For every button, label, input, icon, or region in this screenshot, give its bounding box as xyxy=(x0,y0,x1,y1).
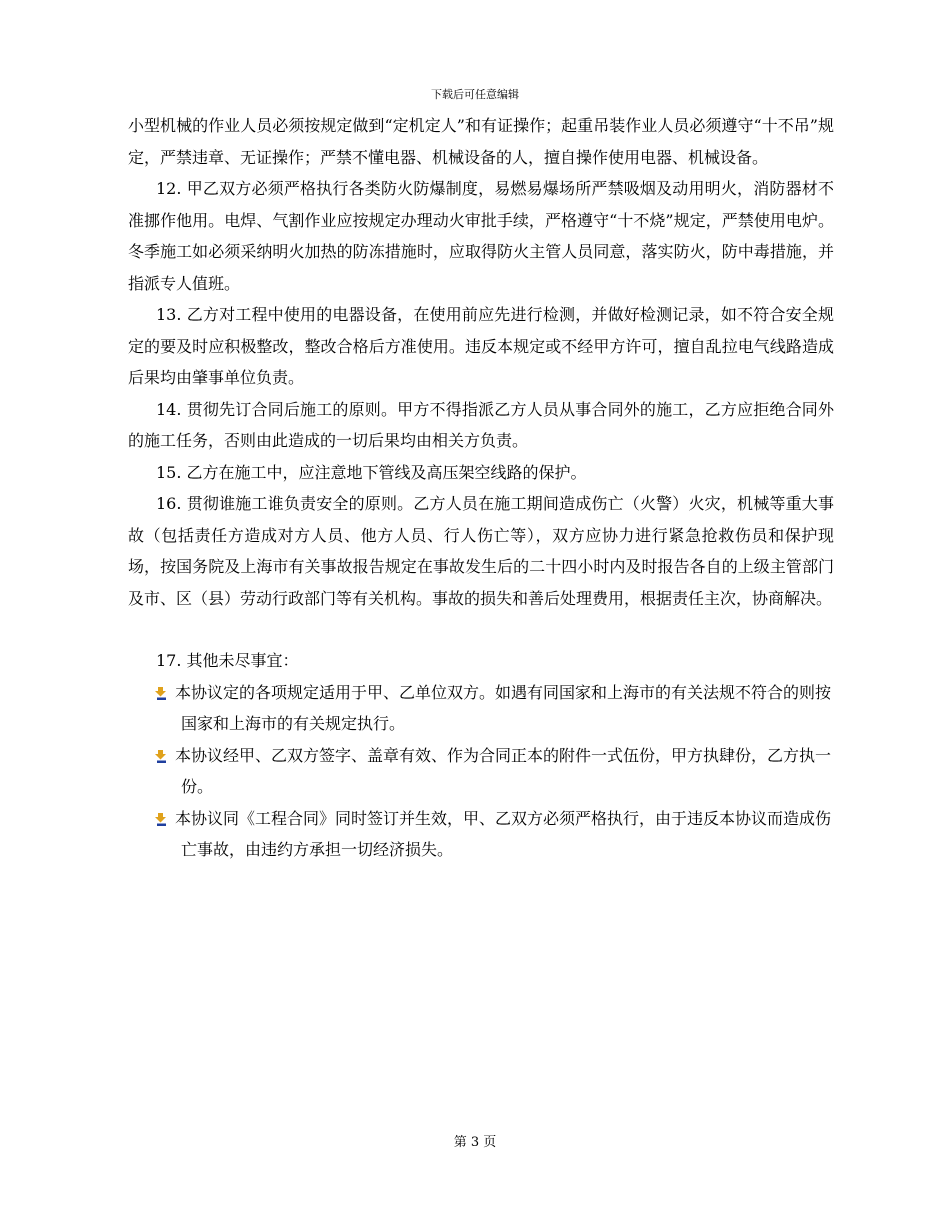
list-item xyxy=(128,803,834,866)
list-item-text: 本协议经甲、乙双方签字、盖章有效、作为合同正本的附件一式伍份，甲方执肆份，乙方执一份。 xyxy=(175,745,832,796)
page-header: 下载后可任意编辑 xyxy=(431,88,519,101)
document-body xyxy=(128,110,834,866)
list-item xyxy=(128,740,834,803)
paragraph-12: 12. 甲乙双方必须严格执行各类防火防爆制度，易燃易爆场所严禁吸烟及动用明火，消防器材不准挪作他用。电焊、气割作业应按规定办理动火审批手续，严格遵守“十不烧”规定，严禁使用电炉。冬季施工如必须采纳明火加热的防冻措施时，应取得防火主管人员同意，落实防火，防中毒措施，并指派专人值班。 xyxy=(128,179,834,293)
paragraph-continued: 小型机械的作业人员必须按规定做到“定机定人”和有证操作；起重吊装作业人员必须遵守“十不吊”规定，严禁违章、无证操作；严禁不懂电器、机械设备的人，擅自操作使用电器、机械设备。 xyxy=(128,116,834,167)
paragraph-17: 17. 其他未尽事宜： xyxy=(156,651,299,670)
arrow-down-bullet-icon xyxy=(155,687,168,700)
paragraph-15: 15. 乙方在施工中，应注意地下管线及高压架空线路的保护。 xyxy=(156,462,587,482)
list-item-text: 本协议同《工程合同》同时签订并生效，甲、乙双方必须严格执行，由于违反本协议而造成伤亡事故，由违约方承担一切经济损失。 xyxy=(175,808,832,859)
arrow-down-bullet-icon xyxy=(155,750,168,763)
list-item-text: 本协议定的各项规定适用于甲、乙单位双方。如遇有同国家和上海市的有关法规不符合的则按国家和上海市的有关规定执行。 xyxy=(175,682,832,733)
paragraph-13: 13. 乙方对工程中使用的电器设备，在使用前应先进行检测，并做好检测记录，如不符合安全规定的要及时应积极整改，整改合格后方准使用。违反本规定或不经甲方许可，擅自乱拉电气线路造成后果均由肇事单位负责。 xyxy=(128,305,834,387)
list-item xyxy=(128,677,834,740)
paragraph-16: 16. 贯彻谁施工谁负责安全的原则。乙方人员在施工期间造成伤亡（火警）火灾，机械等重大事故（包括责任方造成对方人员、他方人员、行人伤亡等），双方应协力进行紧急抢救伤员和保护现场，按国务院及上海市有关事故报告规定在事故发生后的二十四小时内及时报告各自的上级主管部门及市、区（县）劳动行政部门等有关机构。事故的损失和善后处理费用，根据责任主次，协商解决。 xyxy=(128,494,834,608)
paragraph-spacer xyxy=(128,614,834,645)
page-number: 第 3 页 xyxy=(453,1135,497,1150)
paragraph-14: 14. 贯彻先订合同后施工的原则。甲方不得指派乙方人员从事合同外的施工，乙方应拒绝合同外的施工任务，否则由此造成的一切后果均由相关方负责。 xyxy=(128,399,834,450)
arrow-down-bullet-icon xyxy=(155,813,168,826)
